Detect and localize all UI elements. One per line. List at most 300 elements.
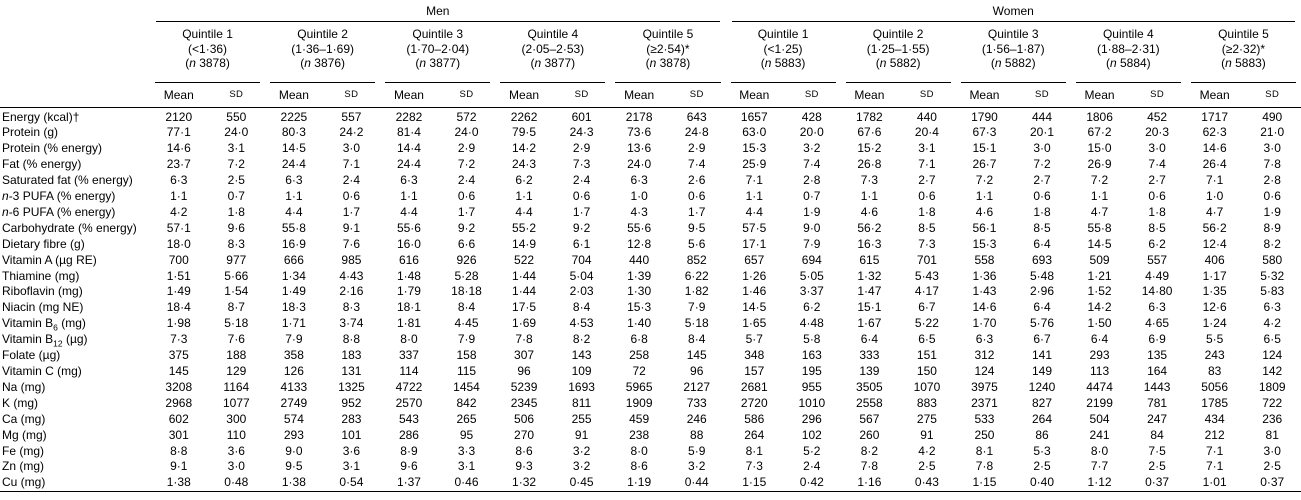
cell-mean: 2558 <box>856 395 883 410</box>
cell-mean: 1·1 <box>860 189 879 204</box>
cell-mean: 7·7 <box>1090 459 1109 474</box>
cell-sd: 5·18 <box>684 316 709 331</box>
cell-sd: 20·1 <box>1029 125 1055 140</box>
cell-mean: 2968 <box>165 395 193 410</box>
cell-sd: 6·5 <box>918 332 936 347</box>
cell-mean: 1·81 <box>396 316 421 331</box>
table-row <box>0 475 1301 491</box>
cell-sd: 2·16 <box>339 284 364 299</box>
stat-label-sd: SD <box>229 89 244 100</box>
cell-mean: 3505 <box>856 379 883 394</box>
quintile-header <box>956 22 1071 83</box>
quintile-header <box>495 22 610 83</box>
cell-mean: 1·38 <box>281 475 306 490</box>
cell-mean: 1806 <box>1086 109 1113 124</box>
cell-sd: 296 <box>801 411 822 426</box>
quintile-title: Quintile 5 <box>1218 27 1269 41</box>
table-row <box>0 316 1301 332</box>
cell-sd: 6·2 <box>803 300 821 315</box>
stat-label-mean: Mean <box>969 87 1000 102</box>
cell-sd: 5·9 <box>688 443 706 458</box>
row-label: Fat (% energy) <box>2 157 82 172</box>
row-label: Carbohydrate (% energy) <box>2 220 137 235</box>
cell-sd: 236 <box>1262 411 1283 426</box>
cell-mean: 157 <box>744 364 765 378</box>
cell-mean: 1·39 <box>627 268 652 283</box>
cell-mean: 4·2 <box>170 204 188 219</box>
cell-mean: 2225 <box>280 109 308 124</box>
cell-mean: 24·3 <box>512 157 537 172</box>
quintile-header <box>380 22 495 83</box>
quintile-title: Quintile 5 <box>642 27 694 41</box>
cell-sd: 2·4 <box>572 173 591 188</box>
cell-sd: 158 <box>456 348 477 363</box>
stat-label-row <box>0 83 1301 108</box>
cell-mean: 4·4 <box>515 204 533 219</box>
cell-mean: 8·6 <box>630 459 648 474</box>
cell-sd: 3·6 <box>227 443 245 458</box>
cell-mean: 666 <box>283 252 304 267</box>
cell-mean: 1·1 <box>170 189 188 204</box>
cell-sd: 2·4 <box>803 459 821 474</box>
cell-mean: 1·50 <box>1087 316 1112 331</box>
cell-sd: 490 <box>1262 109 1283 124</box>
cell-sd: 7·8 <box>1263 157 1281 172</box>
row-label: Ca (mg) <box>2 411 46 426</box>
quintile-n: (n 3877) <box>415 56 461 70</box>
cell-sd: 81 <box>1265 427 1279 442</box>
cell-mean: 1·19 <box>627 475 652 490</box>
table-row <box>0 300 1301 316</box>
cell-mean: 6·3 <box>400 173 418 188</box>
cell-mean: 1·26 <box>742 268 767 283</box>
cell-mean: 1·16 <box>857 475 882 490</box>
cell-sd: 572 <box>456 109 477 124</box>
table-row <box>0 141 1301 157</box>
quintile-title: Quintile 3 <box>987 27 1039 41</box>
cell-sd: 1010 <box>798 395 826 410</box>
cell-sd: 149 <box>1031 364 1053 378</box>
cell-sd: 6·7 <box>918 300 936 315</box>
quintile-range: (1·36–1·69) <box>291 41 354 56</box>
cell-sd: 88 <box>690 427 704 442</box>
quintile-header-row <box>0 22 1301 83</box>
cell-mean: 1785 <box>1201 395 1228 410</box>
cell-sd: 9·2 <box>457 220 476 235</box>
cell-sd: 0·45 <box>569 475 594 490</box>
cell-mean: 26·4 <box>1202 157 1227 172</box>
cell-mean: 18·1 <box>396 300 421 315</box>
cell-mean: 1·15 <box>972 475 997 490</box>
cell-mean: 1·17 <box>1202 268 1227 283</box>
cell-sd: 1693 <box>568 379 595 394</box>
cell-mean: 8·1 <box>975 443 994 458</box>
cell-mean: 7·3 <box>860 173 879 188</box>
cell-mean: 26·7 <box>972 157 997 172</box>
cell-mean: 1·47 <box>857 284 882 299</box>
cell-mean: 8·1 <box>745 443 763 458</box>
cell-sd: 694 <box>801 252 822 267</box>
cell-sd: 195 <box>801 364 822 378</box>
cell-mean: 4·4 <box>400 204 418 219</box>
stat-label-sd: SD <box>574 89 589 100</box>
cell-mean: 2262 <box>510 109 538 124</box>
cell-sd: 428 <box>801 109 822 124</box>
cell-sd: 4·2 <box>918 443 936 458</box>
cell-mean: 615 <box>859 252 880 267</box>
cell-mean: 4·6 <box>975 204 994 219</box>
stat-label-sd: SD <box>919 89 934 100</box>
cell-sd: 811 <box>572 395 592 410</box>
cell-mean: 63·0 <box>742 125 767 140</box>
cell-sd: 129 <box>226 364 247 378</box>
cell-mean: 15·0 <box>1087 141 1112 156</box>
cell-sd: 8·4 <box>572 300 591 315</box>
cell-mean: 700 <box>168 252 189 267</box>
quintile-header <box>841 22 956 83</box>
table-row <box>0 284 1301 300</box>
group-header-row <box>0 2 1301 22</box>
cell-mean: 2120 <box>165 109 193 124</box>
row-label: Saturated fat (% energy) <box>2 173 133 188</box>
quintile-n: (n 3876) <box>300 56 345 70</box>
cell-sd: 2·7 <box>1148 173 1166 188</box>
cell-mean: 375 <box>168 348 189 363</box>
stat-label-sd: SD <box>1150 89 1165 100</box>
cell-sd: 0·44 <box>684 475 709 490</box>
table-row <box>0 125 1301 141</box>
cell-mean: 14·4 <box>396 141 421 156</box>
cell-mean: 1·1 <box>285 189 303 204</box>
row-label: Protein (% energy) <box>2 141 103 156</box>
cell-sd: 1070 <box>913 379 941 394</box>
cell-mean: 55·6 <box>627 220 652 235</box>
cell-sd: 1·9 <box>1263 204 1281 219</box>
cell-sd: 5·05 <box>799 268 824 283</box>
cell-sd: 6·9 <box>1148 332 1166 347</box>
cell-mean: 2570 <box>395 395 423 410</box>
cell-sd: 1·82 <box>684 284 709 299</box>
cell-sd: 7·9 <box>803 236 821 251</box>
cell-sd: 247 <box>1147 411 1168 426</box>
cell-sd: 9·1 <box>342 220 361 235</box>
cell-mean: 67·2 <box>1087 125 1112 140</box>
cell-sd: 95 <box>459 427 474 442</box>
cell-mean: 16·3 <box>857 236 882 251</box>
cell-mean: 1·1 <box>745 189 763 204</box>
row-label: Vitamin A (µg RE) <box>2 252 97 267</box>
cell-sd: 84 <box>1150 427 1164 442</box>
cell-mean: 2720 <box>740 395 768 410</box>
cell-sd: 8·2 <box>1263 236 1281 251</box>
cell-sd: 7·6 <box>342 236 361 251</box>
cell-mean: 1·36 <box>972 268 997 283</box>
cell-mean: 139 <box>859 364 880 378</box>
row-label: Niacin (mg NE) <box>2 300 84 315</box>
table-row <box>0 237 1301 253</box>
cell-mean: 7·2 <box>1090 173 1109 188</box>
cell-mean: 5056 <box>1201 379 1228 394</box>
cell-sd: 4·48 <box>799 316 824 331</box>
cell-mean: 12·8 <box>627 236 652 251</box>
quintile-n: (n 5883) <box>1221 56 1266 70</box>
cell-mean: 1·21 <box>1087 268 1112 283</box>
cell-sd: 3·0 <box>342 141 361 156</box>
cell-sd: 6·2 <box>1148 236 1166 251</box>
cell-sd: 188 <box>226 348 247 363</box>
cell-sd: 24·2 <box>339 125 364 140</box>
cell-mean: 8·8 <box>170 443 188 458</box>
cell-sd: 557 <box>341 109 362 124</box>
cell-mean: 241 <box>1089 427 1110 442</box>
cell-sd: 6·4 <box>1033 300 1051 315</box>
cell-sd: 1·8 <box>1148 204 1166 219</box>
cell-mean: 14·6 <box>972 300 997 315</box>
cell-mean: 55·8 <box>1087 220 1112 235</box>
cell-sd: 955 <box>801 379 822 394</box>
cell-mean: 1·12 <box>1087 475 1112 490</box>
cell-sd: 0·7 <box>803 189 821 204</box>
stat-label-sd: SD <box>689 89 704 100</box>
cell-sd: 4·17 <box>914 284 939 299</box>
cell-mean: 434 <box>1204 411 1225 426</box>
cell-sd: 2·5 <box>1148 459 1166 474</box>
cell-mean: 14·2 <box>512 141 537 156</box>
cell-mean: 55·6 <box>396 220 421 235</box>
cell-sd: 7·9 <box>457 332 476 347</box>
cell-sd: 24·0 <box>454 125 479 140</box>
cell-mean: 657 <box>744 252 765 267</box>
cell-mean: 543 <box>398 411 419 426</box>
table-row <box>0 221 1301 237</box>
cell-mean: 24·4 <box>281 157 306 172</box>
cell-mean: 1·15 <box>742 475 767 490</box>
cell-mean: 522 <box>514 252 535 267</box>
stat-label-mean: Mean <box>278 87 309 102</box>
cell-sd: 852 <box>686 252 707 267</box>
cell-mean: 6·4 <box>860 332 879 347</box>
quintile-title: Quintile 2 <box>872 27 924 41</box>
group-header-women <box>726 2 1301 22</box>
cell-mean: 18·3 <box>281 300 306 315</box>
cell-sd: 452 <box>1147 109 1168 124</box>
cell-sd: 1·7 <box>342 204 361 219</box>
cell-mean: 55·8 <box>281 220 306 235</box>
cell-sd: 3·74 <box>339 316 364 331</box>
row-label: Na (mg) <box>2 379 46 394</box>
cell-sd: 3·0 <box>1148 141 1166 156</box>
cell-sd: 6·6 <box>457 236 476 251</box>
quintile-n: (n 3878) <box>645 56 691 70</box>
cell-mean: 25·9 <box>742 157 767 172</box>
quintile-n: (n 5883) <box>760 56 806 70</box>
stat-label-mean: Mean <box>624 87 655 102</box>
cell-mean: 1·30 <box>627 284 652 299</box>
cell-sd: 0·46 <box>454 475 479 490</box>
cell-mean: 145 <box>168 364 189 378</box>
cell-sd: 4·53 <box>569 316 594 331</box>
row-label: Folate (µg) <box>2 348 61 363</box>
cell-mean: 9·5 <box>285 459 303 474</box>
cell-sd: 8·3 <box>227 236 245 251</box>
cell-sd: 3·2 <box>572 459 591 474</box>
row-label: Vitamin C (mg) <box>2 364 82 378</box>
cell-sd: 5·8 <box>803 332 821 347</box>
cell-sd: 2·5 <box>227 173 245 188</box>
cell-mean: 9·0 <box>285 443 303 458</box>
cell-sd: 977 <box>226 252 247 267</box>
cell-sd: 109 <box>571 364 592 378</box>
cell-sd: 131 <box>341 364 362 378</box>
table-row <box>0 269 1301 285</box>
cell-mean: 7·8 <box>860 459 879 474</box>
quintile-range: (1·56–1·87) <box>981 41 1045 56</box>
cell-mean: 1782 <box>856 109 883 124</box>
cell-mean: 79·5 <box>512 125 537 140</box>
table-body <box>0 107 1301 492</box>
cell-sd: 7·2 <box>1033 157 1051 172</box>
cell-mean: 286 <box>398 427 419 442</box>
row-label: n-6 PUFA (% energy) <box>2 204 116 219</box>
cell-mean: 9·3 <box>515 459 533 474</box>
stat-label-mean: Mean <box>393 87 424 102</box>
cell-sd: 926 <box>456 252 477 267</box>
cell-sd: 7·4 <box>803 157 821 172</box>
cell-sd: 0·48 <box>224 475 249 490</box>
cell-sd: 8·5 <box>918 220 936 235</box>
cell-mean: 459 <box>629 411 650 426</box>
cell-mean: 12·6 <box>1202 300 1227 315</box>
cell-mean: 7·8 <box>975 459 994 474</box>
cell-mean: 1·51 <box>166 268 191 283</box>
quintile-title: Quintile 2 <box>297 27 348 41</box>
cell-mean: 67·6 <box>857 125 882 140</box>
cell-sd: 20·0 <box>799 125 824 140</box>
cell-sd: 3·6 <box>342 443 361 458</box>
cell-mean: 12·4 <box>1202 236 1227 251</box>
cell-mean: 9·1 <box>170 459 188 474</box>
cell-mean: 18·0 <box>166 236 191 251</box>
cell-mean: 258 <box>629 348 650 363</box>
cell-sd: 18·18 <box>451 284 482 299</box>
row-label: Dietary fibre (g) <box>2 236 85 251</box>
quintile-header <box>150 22 265 83</box>
cell-mean: 15·3 <box>972 236 997 251</box>
cell-sd: 20·4 <box>914 125 939 140</box>
cell-sd: 91 <box>920 427 934 442</box>
cell-sd: 3·0 <box>227 459 245 474</box>
cell-mean: 337 <box>398 348 419 363</box>
cell-sd: 3·1 <box>227 141 245 156</box>
cell-mean: 264 <box>744 427 765 442</box>
cell-mean: 4·7 <box>1205 204 1224 219</box>
cell-mean: 80·3 <box>281 125 306 140</box>
stat-label-sd: SD <box>344 89 359 100</box>
cell-sd: 0·6 <box>342 189 361 204</box>
cell-sd: 550 <box>226 109 247 124</box>
cell-sd: 580 <box>1262 252 1283 267</box>
cell-sd: 124 <box>1262 348 1283 363</box>
nutrient-intake-by-quintile-table <box>0 2 1301 492</box>
cell-mean: 7·1 <box>1205 459 1224 474</box>
table-row <box>0 253 1301 269</box>
cell-mean: 1·1 <box>975 189 994 204</box>
cell-sd: 6·1 <box>572 236 591 251</box>
cell-sd: 5·6 <box>688 236 706 251</box>
stat-label-sd: SD <box>1035 89 1049 100</box>
cell-sd: 3·2 <box>572 443 591 458</box>
quintile-range: (2·05–2·53) <box>521 41 585 56</box>
cell-mean: 1·52 <box>1087 284 1112 299</box>
cell-mean: 358 <box>283 348 304 363</box>
cell-sd: 5·22 <box>914 316 939 331</box>
cell-sd: 7·3 <box>918 236 936 251</box>
quintile-header <box>610 22 725 83</box>
quintile-range: (1·70–2·04) <box>406 41 470 56</box>
cell-sd: 3·2 <box>688 459 706 474</box>
cell-mean: 5·7 <box>745 332 763 347</box>
cell-sd: 3·1 <box>918 141 936 156</box>
cell-sd: 3·37 <box>799 284 824 299</box>
stat-label-mean: Mean <box>1084 87 1115 102</box>
table-row <box>0 107 1301 125</box>
cell-sd: 4·45 <box>454 316 479 331</box>
cell-sd: 2·6 <box>688 173 706 188</box>
cell-sd: 143 <box>571 348 592 363</box>
quintile-range: (≥2·32)* <box>1221 41 1266 56</box>
row-label: Vitamin $B_6$ (mg) <box>2 316 86 333</box>
cell-sd: 2·96 <box>1029 284 1055 299</box>
cell-sd: 1809 <box>1258 379 1286 394</box>
cell-sd: 601 <box>571 109 592 124</box>
cell-sd: 0·6 <box>1148 189 1166 204</box>
cell-sd: 9·6 <box>227 220 245 235</box>
table-row <box>0 444 1301 460</box>
cell-mean: 574 <box>283 411 304 426</box>
cell-mean: 62·3 <box>1202 125 1227 140</box>
cell-mean: 126 <box>283 364 304 378</box>
cell-mean: 124 <box>974 364 995 378</box>
cell-mean: 1·0 <box>630 189 648 204</box>
cell-mean: 2681 <box>740 379 768 394</box>
cell-mean: 1·44 <box>512 284 537 299</box>
stat-label-mean: Mean <box>1199 87 1230 102</box>
cell-mean: 77·1 <box>166 125 191 140</box>
cell-sd: 1325 <box>338 379 365 394</box>
cell-sd: 7·1 <box>342 157 361 172</box>
cell-mean: 602 <box>168 411 189 426</box>
cell-mean: 506 <box>514 411 535 426</box>
cell-mean: 5239 <box>510 379 538 394</box>
cell-sd: 7·4 <box>688 157 706 172</box>
cell-sd: 1·7 <box>688 204 706 219</box>
cell-mean: 3208 <box>165 379 193 394</box>
cell-mean: 8·9 <box>400 443 418 458</box>
cell-sd: 142 <box>1262 364 1283 378</box>
cell-sd: 150 <box>916 364 937 378</box>
cell-sd: 5·48 <box>1029 268 1055 283</box>
cell-mean: 55·2 <box>512 220 537 235</box>
cell-sd: 2·5 <box>918 459 936 474</box>
row-label: Cu (mg) <box>2 475 46 490</box>
cell-sd: 24·0 <box>224 125 249 140</box>
cell-mean: 14·9 <box>512 236 537 251</box>
cell-sd: 722 <box>1262 395 1283 410</box>
table-row <box>0 396 1301 412</box>
cell-sd: 5·43 <box>914 268 939 283</box>
cell-mean: 4722 <box>395 379 423 394</box>
cell-sd: 0·42 <box>799 475 824 490</box>
